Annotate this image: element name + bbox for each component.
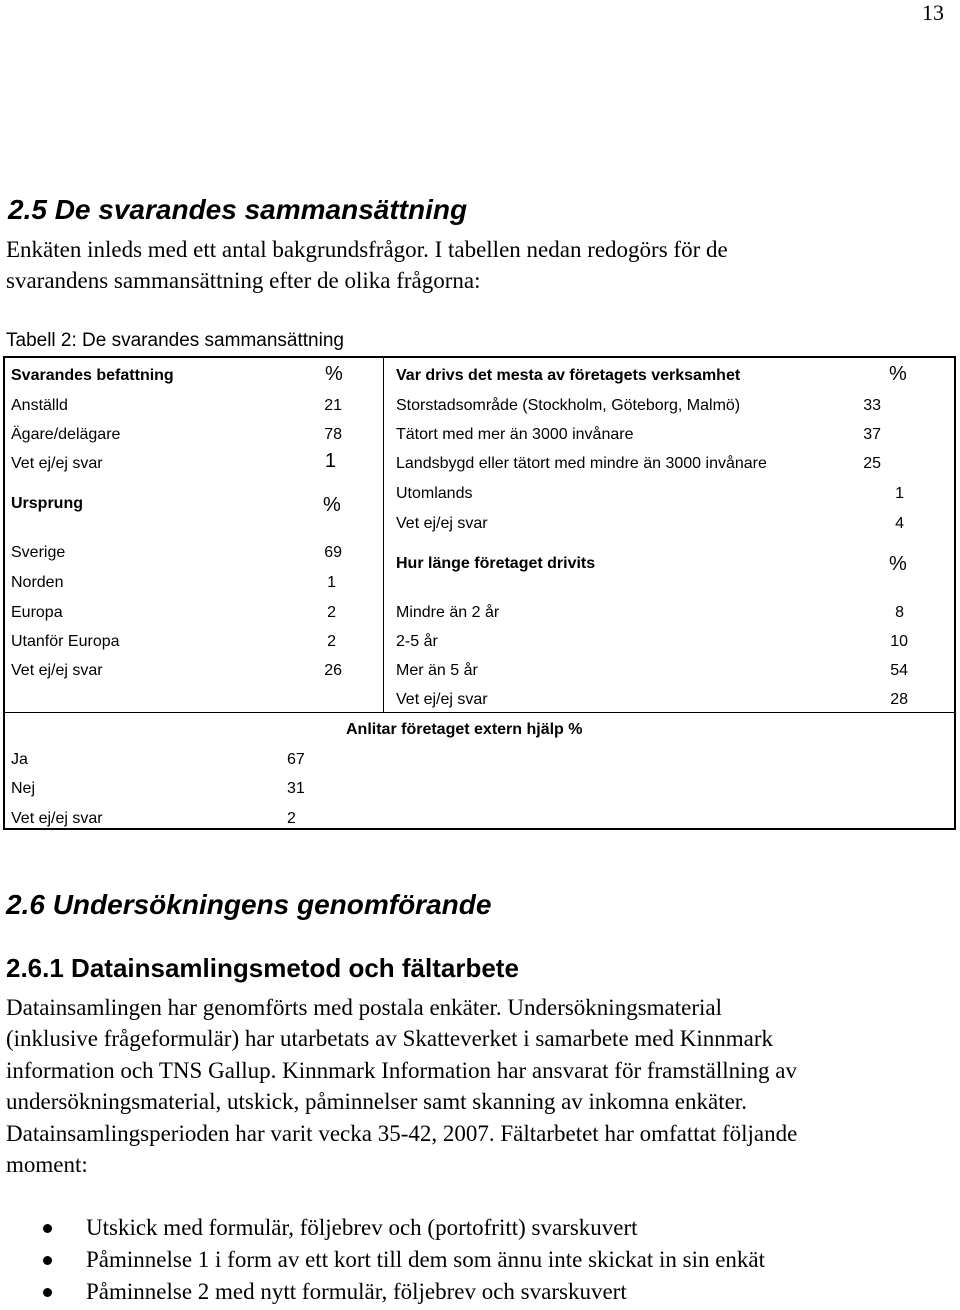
paragraph-line: moment: bbox=[6, 1152, 88, 1177]
befattning-label: Anställd bbox=[11, 397, 68, 414]
befattning-value: 21 bbox=[324, 397, 342, 414]
drivits-header: Hur länge företaget drivits bbox=[396, 555, 596, 572]
paragraph-line: undersökningsmaterial, utskick, påminnelser samt skanning av inkomna enkäter. bbox=[6, 1089, 747, 1114]
extern-label: Ja bbox=[11, 751, 28, 768]
ursprung-label: Sverige bbox=[11, 544, 66, 561]
verksamhet-label: Utomlands bbox=[396, 485, 473, 502]
ursprung-header: Ursprung bbox=[11, 495, 83, 512]
section-heading-2-6: 2.6 Undersökningens genomförande bbox=[6, 889, 492, 920]
list-item-text: Påminnelse 2 med nytt formulär, följebrev och svarskuvert bbox=[86, 1279, 627, 1304]
verksamhet-label: Tätort med mer än 3000 invånare bbox=[396, 426, 634, 443]
paragraph-line: information och TNS Gallup. Kinnmark Information har ansvarat för framställning av bbox=[6, 1058, 797, 1083]
befattning-value: 78 bbox=[324, 426, 342, 443]
table-left-border bbox=[3, 356, 5, 830]
ursprung-value: 26 bbox=[324, 662, 342, 679]
drivits-value: 10 bbox=[890, 633, 908, 650]
ursprung-value: 1 bbox=[327, 574, 336, 591]
verksamhet-value: 37 bbox=[863, 426, 881, 443]
drivits-value: 28 bbox=[890, 691, 908, 708]
table-right-border bbox=[954, 356, 956, 830]
drivits-label: Mer än 5 år bbox=[396, 662, 478, 679]
section-heading-2-5: 2.5 De svarandes sammansättning bbox=[8, 194, 468, 225]
befattning-pct-header: % bbox=[325, 363, 343, 385]
table-lower-divider bbox=[3, 712, 956, 713]
extern-label: Vet ej/ej svar bbox=[11, 810, 103, 827]
drivits-label: Mindre än 2 år bbox=[396, 604, 500, 621]
list-item-text: Utskick med formulär, följebrev och (portofritt) svarskuvert bbox=[86, 1215, 638, 1240]
table-middle-divider bbox=[383, 356, 384, 713]
drivits-value: 54 bbox=[890, 662, 908, 679]
drivits-label: Vet ej/ej svar bbox=[396, 691, 488, 708]
ursprung-label: Vet ej/ej svar bbox=[11, 662, 103, 679]
table-top-border bbox=[3, 356, 956, 358]
befattning-label: Vet ej/ej svar bbox=[11, 455, 103, 472]
bullet-list bbox=[0, 1212, 765, 1308]
list-item-text: Påminnelse 1 i form av ett kort till dem som ännu inte skickat in sin enkät bbox=[86, 1247, 766, 1272]
befattning-label: Ägare/delägare bbox=[11, 426, 121, 443]
ursprung-value: 69 bbox=[324, 544, 342, 561]
extern-value: 2 bbox=[287, 810, 296, 827]
paragraph-line: Datainsamlingsperioden har varit vecka 35-42, 2007. Fältarbetet har omfattat följande bbox=[6, 1121, 798, 1146]
table-bottom-border bbox=[3, 828, 956, 830]
list-item bbox=[0, 1276, 765, 1308]
drivits-value: 8 bbox=[895, 604, 904, 621]
list-item bbox=[0, 1212, 765, 1244]
list-item bbox=[0, 1244, 765, 1276]
extern-label: Nej bbox=[11, 780, 36, 797]
ursprung-label: Europa bbox=[11, 604, 63, 621]
ursprung-label: Utanför Europa bbox=[11, 633, 120, 650]
page-number: 13 bbox=[922, 0, 944, 25]
bullet-icon bbox=[43, 1288, 52, 1297]
ursprung-label: Norden bbox=[11, 574, 64, 591]
befattning-value: 1 bbox=[324, 450, 336, 472]
verksamhet-value: 25 bbox=[863, 455, 881, 472]
subsection-heading-2-6-1: 2.6.1 Datainsamlingsmetod och fältarbete bbox=[6, 953, 519, 983]
verksamhet-label: Vet ej/ej svar bbox=[396, 515, 488, 532]
befattning-header: Svarandes befattning bbox=[11, 367, 174, 384]
ursprung-pct-header: % bbox=[323, 494, 341, 516]
extern-header: Anlitar företaget extern hjälp % bbox=[346, 721, 583, 738]
verksamhet-value: 1 bbox=[895, 485, 904, 502]
ursprung-value: 2 bbox=[327, 633, 336, 650]
ursprung-value: 2 bbox=[327, 604, 336, 621]
paragraph-line: (inklusive frågeformulär) har utarbetats av Skatteverket i samarbete med Kinnmark bbox=[6, 1026, 774, 1051]
bullet-icon bbox=[43, 1224, 52, 1233]
verksamhet-label: Landsbygd eller tätort med mindre än 3000 invånare bbox=[396, 455, 767, 472]
paragraph-line: Datainsamlingen har genomförts med postala enkäter. Undersökningsmaterial bbox=[6, 995, 722, 1020]
verksamhet-label: Storstadsområde (Stockholm, Göteborg, Malmö) bbox=[396, 397, 741, 414]
verksamhet-value: 4 bbox=[895, 515, 904, 532]
drivits-label: 2-5 år bbox=[396, 633, 438, 650]
drivits-pct-header: % bbox=[889, 553, 907, 575]
bullet-icon bbox=[43, 1256, 52, 1265]
verksamhet-value: 33 bbox=[863, 397, 881, 414]
intro-line-1: Enkäten inleds med ett antal bakgrundsfrågor. I tabellen nedan redogörs för de bbox=[6, 237, 728, 262]
extern-value: 67 bbox=[287, 751, 305, 768]
table-caption: Tabell 2: De svarandes sammansättning bbox=[6, 330, 344, 351]
extern-value: 31 bbox=[287, 780, 305, 797]
intro-line-2: svarandens sammansättning efter de olika frågorna: bbox=[6, 268, 481, 293]
verksamhet-pct-header: % bbox=[889, 363, 907, 385]
verksamhet-header: Var drivs det mesta av företagets verksamhet bbox=[396, 367, 741, 384]
